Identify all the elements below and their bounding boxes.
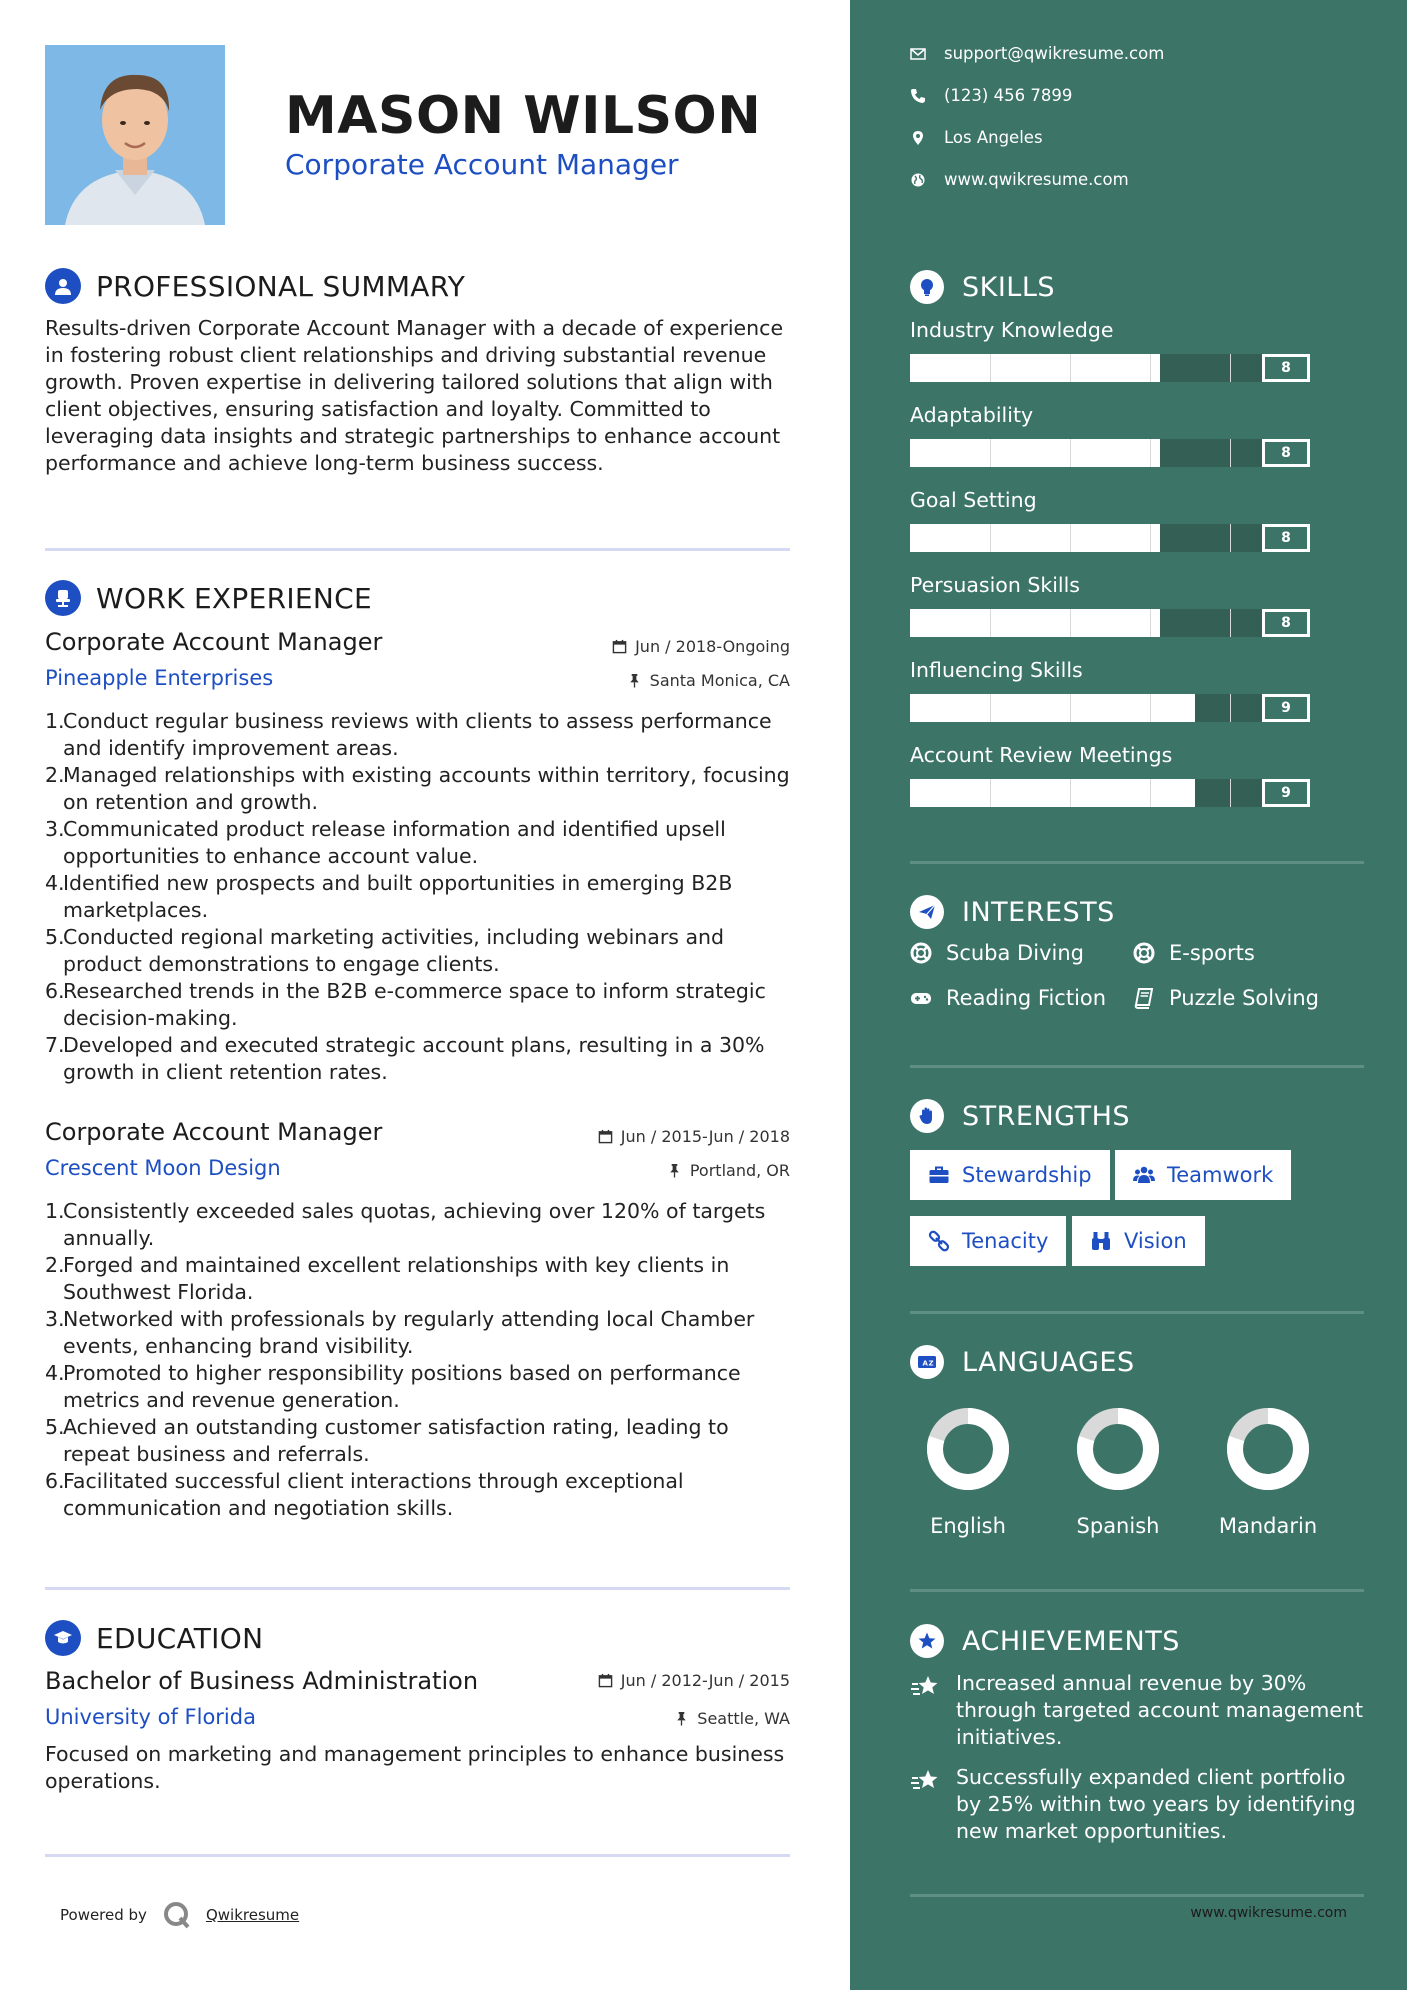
list-item: 1. Conduct regular business reviews with clients to assess performance and identify improvement areas. (45, 709, 772, 760)
gamepad-icon (910, 987, 932, 1009)
skill-label: Goal Setting (910, 488, 1037, 512)
job-location-text: Santa Monica, CA (649, 671, 790, 690)
skill-score: 8 (1262, 609, 1310, 637)
skill-score: 8 (1262, 354, 1310, 382)
list-item: 3. Networked with professionals by regularly attending local Chamber events, enhancing brand visibility. (45, 1307, 755, 1358)
calendar-icon (598, 1673, 613, 1688)
language-item (1058, 1404, 1178, 1538)
skills-title: SKILLS (962, 271, 1056, 303)
skill-bar-segment (1070, 694, 1071, 722)
skill-bar-segment (990, 354, 991, 382)
list-item: 5. Achieved an outstanding customer satisfaction rating, leading to repeat business and referrals. (45, 1415, 729, 1466)
skill-bar-segment (990, 779, 991, 807)
users-icon (1133, 1164, 1155, 1186)
skill-bar-segment (990, 609, 991, 637)
languages-title: LANGUAGES (962, 1346, 1135, 1378)
skill-bar-segment (1070, 354, 1071, 382)
job-date (612, 637, 790, 656)
list-item: 1. Consistently exceeded sales quotas, achieving over 120% of targets annually. (45, 1199, 766, 1250)
shooting-star-icon (910, 1766, 940, 1796)
skill-bar-segment (1070, 524, 1071, 552)
contact-location (910, 128, 1043, 147)
sidebar-divider (910, 1589, 1364, 1592)
user-icon (45, 268, 81, 304)
interest-item (1133, 986, 1319, 1010)
list-item: 4. Promoted to higher responsibility positions based on performance metrics and revenue generation. (45, 1361, 741, 1412)
candidate-name: MASON WILSON (285, 86, 762, 146)
website-text[interactable]: www.qwikresume.com (944, 170, 1129, 189)
language-label: Mandarin (1218, 1514, 1318, 1538)
job-date-text: Jun / 2018-Ongoing (635, 637, 790, 656)
skill-score: 9 (1262, 694, 1310, 722)
globe-icon (910, 172, 926, 188)
language-label: Spanish (1076, 1514, 1160, 1538)
job-location-text: Portland, OR (689, 1161, 790, 1180)
skill-bar-segment (1070, 439, 1071, 467)
language-label: English (930, 1514, 1006, 1538)
skill-bar-fill (910, 609, 1160, 637)
job-duties-list (45, 708, 795, 1086)
work-heading (45, 580, 372, 616)
job-location (627, 671, 790, 690)
sidebar (850, 0, 1407, 1990)
skill-bar-segment (1150, 524, 1151, 552)
skill-bar (910, 524, 1310, 552)
strength-badge (1115, 1150, 1291, 1200)
list-item: 4. Identified new prospects and built opportunities in emerging B2B marketplaces. (45, 871, 733, 922)
skill-bar-segment (1230, 779, 1231, 807)
achievement-text: Successfully expanded client portfolio by 25% within two years by identifying new market opportunities. (956, 1765, 1356, 1843)
skill-bar-segment (1070, 779, 1071, 807)
skill-label: Industry Knowledge (910, 318, 1114, 342)
education-title: EDUCATION (96, 1621, 264, 1655)
profile-photo (45, 45, 225, 225)
pin-icon (667, 1163, 682, 1178)
strength-label: Teamwork (1167, 1163, 1274, 1187)
phone-icon (910, 88, 926, 104)
translate-icon (910, 1345, 944, 1379)
education-date-text: Jun / 2012-Jun / 2015 (620, 1671, 790, 1690)
interests-heading (910, 895, 1115, 929)
language-donut (1073, 1404, 1163, 1494)
life-ring-icon (910, 942, 932, 964)
strength-label: Vision (1124, 1229, 1187, 1253)
strengths-title: STRENGTHS (962, 1100, 1131, 1132)
skill-bar-segment (1150, 439, 1151, 467)
education-location-text: Seattle, WA (697, 1709, 790, 1728)
phone-text: (123) 456 7899 (944, 86, 1073, 105)
degree: Bachelor of Business Administration (45, 1667, 479, 1695)
pin-icon (674, 1711, 689, 1726)
section-divider (45, 1587, 790, 1590)
book-icon (1133, 987, 1155, 1009)
job-company: Pineapple Enterprises (45, 666, 274, 690)
skill-bar-fill (910, 524, 1160, 552)
interest-label: E-sports (1169, 941, 1255, 965)
interest-label: Scuba Diving (946, 941, 1084, 965)
strengths-heading (910, 1099, 1130, 1133)
sidebar-divider (910, 861, 1364, 864)
interest-item (910, 986, 1106, 1010)
list-item: 2. Forged and maintained excellent relationships with key clients in Southwest Florida. (45, 1253, 730, 1304)
job-date-text: Jun / 2015-Jun / 2018 (620, 1127, 790, 1146)
candidate-title: Corporate Account Manager (285, 148, 679, 181)
strength-badge (910, 1150, 1110, 1200)
skill-label: Adaptability (910, 403, 1034, 427)
powered-by-label: Powered by (60, 1906, 147, 1924)
skill-bar-fill (910, 439, 1160, 467)
education-heading (45, 1620, 263, 1656)
school: University of Florida (45, 1705, 256, 1729)
section-divider (45, 1854, 790, 1857)
skill-bar-segment (1150, 694, 1151, 722)
list-item: 7. Developed and executed strategic account plans, resulting in a 30% growth in client retention rates. (45, 1033, 765, 1084)
summary-heading (45, 268, 465, 304)
qwikresume-link[interactable]: Qwikresume (205, 1906, 300, 1924)
interest-item (1133, 941, 1255, 965)
graduation-cap-icon (45, 1620, 81, 1656)
calendar-icon (612, 639, 627, 654)
life-ring-icon (1133, 942, 1155, 964)
list-item: 5. Conducted regional marketing activities, including webinars and product demonstrations to engage clients. (45, 925, 725, 976)
education-location (674, 1709, 790, 1728)
binoculars-icon (1090, 1230, 1112, 1252)
job-location (667, 1161, 790, 1180)
job-company: Crescent Moon Design (45, 1156, 281, 1180)
summary-text: Results-driven Corporate Account Manager with a decade of experience in fostering robust client relationships and driving substantial revenue growth. Proven expertise in delivering tailored solutions that align with client objectives, ensuring satisfaction and loyalty. Committed to leveraging data insights and strategic partnerships to enhance account performance and achieve long-term business success. (45, 316, 784, 475)
list-item: 6. Facilitated successful client interactions through exceptional communication and negotiation skills. (45, 1469, 684, 1520)
education-date (598, 1671, 790, 1690)
paper-plane-icon (910, 895, 944, 929)
list-item: 2. Managed relationships with existing accounts within territory, focusing on retention and growth. (45, 763, 790, 814)
skills-heading (910, 270, 1055, 304)
skill-bar (910, 609, 1310, 637)
skill-bar-segment (1150, 609, 1151, 637)
envelope-icon (910, 46, 926, 62)
svg-text:A: A (922, 1359, 928, 1368)
svg-text:Z: Z (928, 1359, 934, 1368)
skill-bar-segment (990, 524, 991, 552)
sidebar-divider (910, 1311, 1364, 1314)
contact-website (910, 170, 1129, 189)
job-role: Corporate Account Manager (45, 1118, 383, 1146)
skill-bar-fill (910, 694, 1195, 722)
footer-website[interactable]: www.qwikresume.com (1190, 1905, 1347, 1921)
interest-label: Puzzle Solving (1169, 986, 1319, 1010)
skill-label: Account Review Meetings (910, 743, 1173, 767)
skill-bar-segment (1150, 354, 1151, 382)
office-chair-icon (45, 580, 81, 616)
calendar-icon (598, 1129, 613, 1144)
achievements-title: ACHIEVEMENTS (962, 1625, 1180, 1657)
map-marker-icon (910, 130, 926, 146)
job-date (598, 1127, 790, 1146)
achievement-text: Increased annual revenue by 30% through targeted account management initiatives. (956, 1671, 1364, 1749)
work-title: WORK EXPERIENCE (96, 581, 372, 615)
skill-score: 8 (1262, 524, 1310, 552)
interest-label: Reading Fiction (946, 986, 1107, 1010)
list-item: 3. Communicated product release information and identified upsell opportunities to enhance account value. (45, 817, 726, 868)
language-donut (923, 1404, 1013, 1494)
skill-bar (910, 354, 1310, 382)
language-donut (1223, 1404, 1313, 1494)
list-item: 6. Researched trends in the B2B e-commerce space to inform strategic decision-making. (45, 979, 766, 1030)
languages-heading (910, 1345, 1135, 1379)
hand-icon (910, 1099, 944, 1133)
section-divider (45, 548, 790, 551)
interest-item (910, 941, 1084, 965)
link-icon (928, 1230, 950, 1252)
strength-label: Tenacity (962, 1229, 1049, 1253)
skill-bar-fill (910, 354, 1160, 382)
contact-phone (910, 86, 1072, 105)
achievement-item (910, 1764, 1370, 1845)
skill-bar-segment (1230, 439, 1231, 467)
skill-score: 9 (1262, 779, 1310, 807)
skill-bar-segment (1150, 779, 1151, 807)
job-duties-list (45, 1198, 795, 1522)
language-item (1208, 1404, 1328, 1538)
education-text: Focused on marketing and management principles to enhance business operations. (45, 1742, 785, 1793)
summary-title: PROFESSIONAL SUMMARY (96, 269, 466, 303)
skill-bar-segment (1230, 524, 1231, 552)
skill-bar-segment (1070, 609, 1071, 637)
skill-bar (910, 779, 1310, 807)
qwikresume-logo-icon (162, 1900, 192, 1930)
skill-bar-segment (990, 694, 991, 722)
sidebar-divider (910, 1065, 1364, 1068)
skill-bar-segment (1230, 354, 1231, 382)
strength-badge (910, 1216, 1066, 1266)
interests-title: INTERESTS (962, 896, 1115, 928)
achievements-heading (910, 1624, 1180, 1658)
location-text: Los Angeles (944, 128, 1043, 147)
skill-bar-segment (1230, 609, 1231, 637)
skill-bar-fill (910, 779, 1195, 807)
job-role: Corporate Account Manager (45, 628, 383, 656)
sidebar-divider (910, 1894, 1364, 1897)
achievement-item (910, 1670, 1370, 1751)
skill-label: Persuasion Skills (910, 573, 1080, 597)
shooting-star-icon (910, 1672, 940, 1702)
contact-email (910, 44, 1164, 63)
skill-label: Influencing Skills (910, 658, 1083, 682)
strength-badge (1072, 1216, 1205, 1266)
star-badge-icon (910, 1624, 944, 1658)
language-item (908, 1404, 1028, 1538)
email-text[interactable]: support@qwikresume.com (944, 44, 1165, 63)
skill-bar (910, 439, 1310, 467)
skill-bar-segment (1230, 694, 1231, 722)
lightbulb-icon (910, 270, 944, 304)
powered-by (60, 1900, 299, 1930)
skill-bar (910, 694, 1310, 722)
strength-label: Stewardship (962, 1163, 1092, 1187)
pin-icon (627, 673, 642, 688)
briefcase-icon (928, 1164, 950, 1186)
skill-score: 8 (1262, 439, 1310, 467)
skill-bar-segment (990, 439, 991, 467)
